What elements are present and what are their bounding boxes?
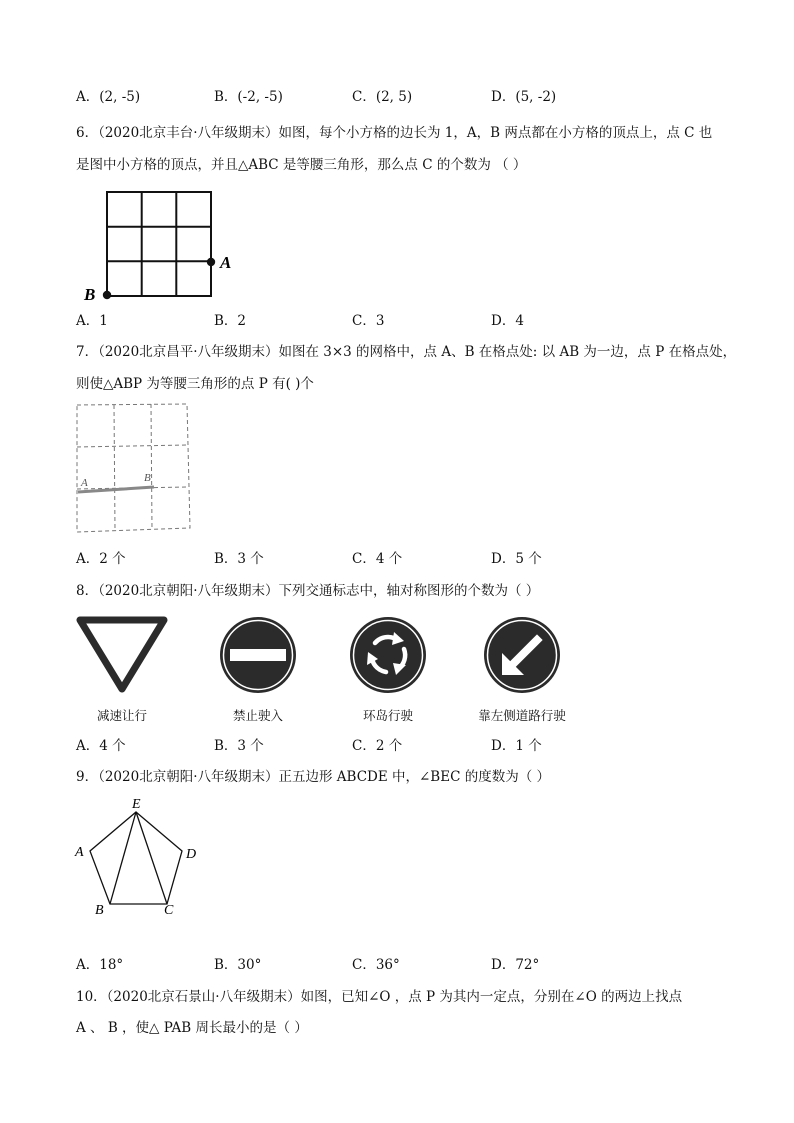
q6-stem-line2: 是图中小方格的顶点，并且△ABC 是等腰三角形，那么点 C 的个数为 （ ）: [76, 157, 527, 173]
q8-option-d: D．1 个: [491, 738, 542, 754]
q5-option-d: D．(5, -2): [491, 89, 557, 105]
q9-stem-line1: 9．（2020北京朝阳·八年级期末）正五边形 ABCDE 中，∠BEC 的度数为（ ）: [76, 769, 550, 785]
q6-option-a: A．1: [76, 313, 108, 329]
q9-pentagon-figure: [72, 794, 212, 919]
q5-option-a: A．(2, -5): [76, 89, 141, 105]
q6-point-a: [207, 258, 215, 266]
q5-option-c: C．(2, 5): [352, 89, 413, 105]
q7-option-d: D．5 个: [491, 551, 542, 567]
q7-option-a: A．2 个: [76, 551, 126, 567]
yield-sign-icon: [76, 615, 168, 695]
q8-stem-line1: 8．（2020北京朝阳·八年级期末）下列交通标志中，轴对称图形的个数为（ ）: [76, 583, 540, 599]
q6-label-b: B: [84, 285, 96, 304]
q6-label-a: A: [220, 253, 232, 272]
q9-label-e: E: [132, 797, 141, 812]
q6-stem-line1: 6．（2020北京丰台·八年级期末）如图，每个小方格的边长为 1，A，B 两点都在小方格的顶点上，点 C 也: [76, 125, 713, 141]
sign-caption-keep-left: 靠左侧道路行驶: [478, 708, 566, 723]
q9-option-a: A．18°: [76, 957, 124, 973]
sign-caption-roundabout: 环岛行驶: [362, 708, 413, 723]
q9-option-b: B．30°: [214, 957, 262, 973]
q9-label-a: A: [75, 845, 84, 860]
sign-caption-no-entry: 禁止驶入: [232, 708, 283, 723]
q7-stem-line1: 7．（2020北京昌平·八年级期末）如图在 3×3 的网格中，点 A、B 在格点处: 以 AB 为一边，点 P 在格点处，: [76, 344, 737, 360]
q6-option-d: D．4: [491, 313, 524, 329]
q9-option-d: D．72°: [491, 957, 540, 973]
q7-option-b: B．3 个: [214, 551, 264, 567]
q8-option-b: B．3 个: [214, 738, 264, 754]
q9-label-d: D: [186, 847, 197, 862]
q7-label-a: A: [81, 477, 88, 489]
q6-grid-figure: [80, 190, 250, 305]
q9-label-c: C: [164, 903, 174, 918]
q8-option-a: A．4 个: [76, 738, 126, 754]
q6-option-c: C．3: [352, 313, 385, 329]
q7-option-c: C．4 个: [352, 551, 403, 567]
q10-stem-line1: 10．（2020北京石景山·八年级期末）如图，已知∠O ，点 P 为其内一定点，分别在∠O 的两边上找点: [76, 989, 683, 1005]
q9-option-c: C．36°: [352, 957, 400, 973]
no-entry-sign-icon: [218, 615, 298, 695]
q7-segment-ab: [78, 487, 154, 492]
q7-stem-line2: 则使△ABP 为等腰三角形的点 P 有( )个: [76, 376, 314, 392]
keep-left-sign-icon: [482, 615, 562, 695]
q6-point-b: [103, 291, 111, 299]
q8-option-c: C．2 个: [352, 738, 403, 754]
q7-label-b: B: [144, 472, 151, 484]
roundabout-sign-icon: [348, 615, 428, 695]
sign-caption-yield: 减速让行: [96, 708, 147, 723]
q6-option-b: B．2: [214, 313, 247, 329]
q10-stem-line2: A 、 B ，使△ PAB 周长最小的是（ ）: [76, 1020, 308, 1036]
q5-option-b: B．(-2, -5): [214, 89, 283, 105]
q7-dashed-grid-figure: [72, 400, 197, 540]
q9-label-b: B: [95, 903, 104, 918]
